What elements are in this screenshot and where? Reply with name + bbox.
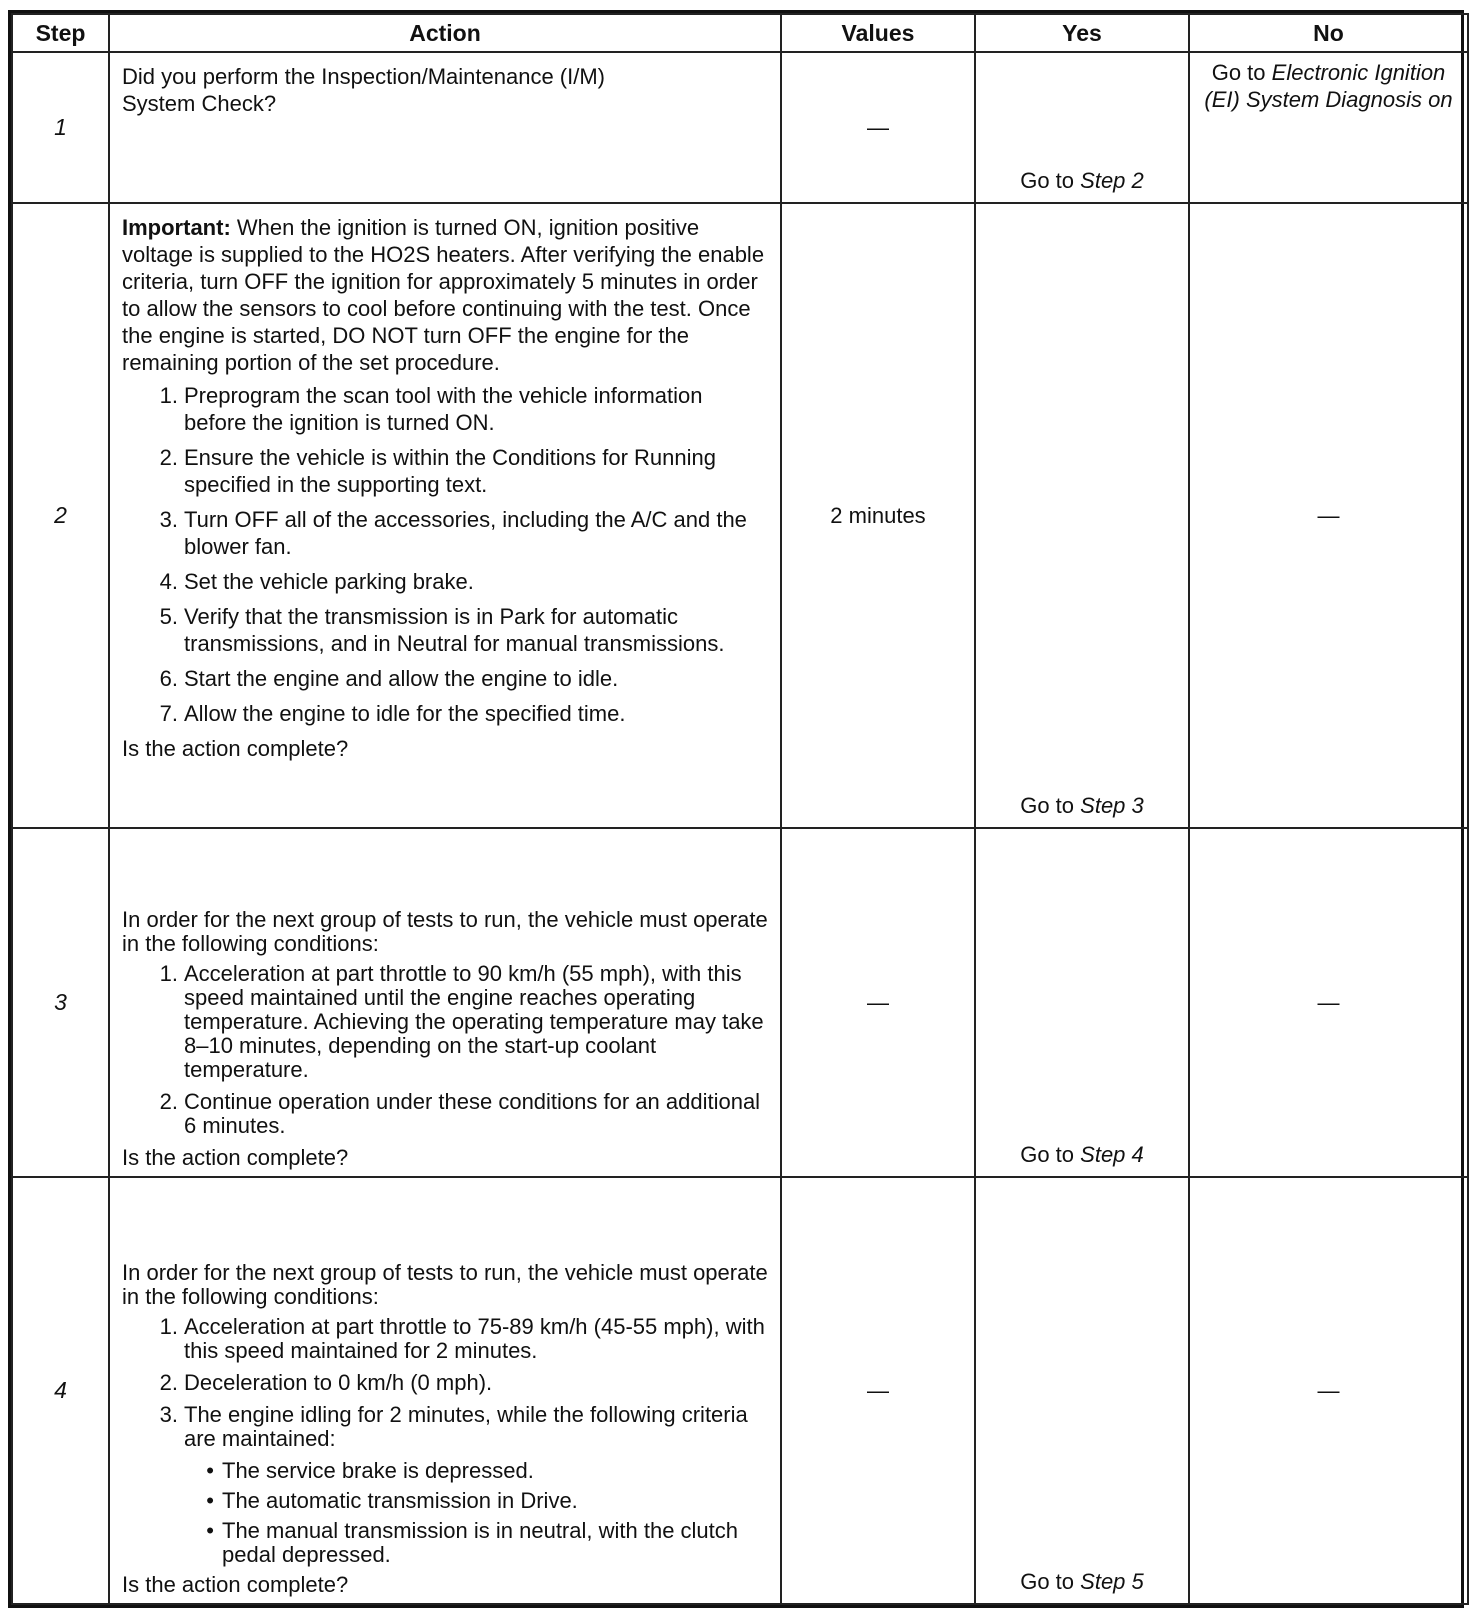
- header-values: Values: [781, 14, 975, 52]
- step-number: 1: [12, 52, 109, 203]
- list-item: 2. Continue operation under these conditions for an additional 6 minutes.: [159, 1089, 761, 1139]
- list-item: 6. Start the engine and allow the engine to idle.: [159, 666, 619, 692]
- action-cell: [109, 203, 781, 828]
- diagnostic-table-frame: [8, 10, 1464, 1608]
- yes-step-link[interactable]: Step 2: [1080, 168, 1144, 194]
- procedure-list: [122, 1315, 770, 1451]
- yes-prefix: Go to: [1020, 168, 1075, 194]
- header-yes: Yes: [975, 14, 1189, 52]
- values-cell: —: [781, 52, 975, 203]
- action-text: Did you perform the Inspection/Maintenance (I/M) System Check?: [122, 64, 606, 116]
- list-item: 3. The engine idling for 2 minutes, while the following criteria are maintained:: [159, 1402, 748, 1451]
- yes-step-link[interactable]: Step 4: [1080, 1142, 1144, 1168]
- action-question: Is the action complete?: [122, 1145, 349, 1171]
- list-item: 2. Ensure the vehicle is within the Conditions for Running specified in the supporting text.: [159, 445, 716, 498]
- table-row-step-1: [12, 52, 1468, 203]
- header-no: No: [1189, 14, 1468, 52]
- procedure-list: [122, 382, 770, 727]
- bullet-item: • The automatic transmission in Drive.: [206, 1488, 578, 1513]
- bullet-item: • The manual transmission is in neutral, with the clutch pedal depressed.: [206, 1518, 739, 1567]
- list-item: 5. Verify that the transmission is in Park for automatic transmissions, and in Neutral for manual transmissions.: [159, 604, 725, 657]
- no-cell: —: [1189, 828, 1468, 1177]
- action-question: Is the action complete?: [122, 1572, 349, 1597]
- action-cell: [109, 828, 781, 1177]
- list-item: 2. Deceleration to 0 km/h (0 mph).: [159, 1370, 493, 1395]
- step-number: 4: [12, 1177, 109, 1604]
- no-cell: [1189, 52, 1468, 203]
- list-item: 3. Turn OFF all of the accessories, including the A/C and the blower fan.: [159, 507, 747, 560]
- yes-cell: [975, 1177, 1189, 1604]
- list-item: 1. Acceleration at part throttle to 75-89 km/h (45-55 mph), with this speed maintained for 2 minutes.: [159, 1314, 765, 1363]
- important-note: [122, 214, 770, 376]
- header-action: Action: [109, 14, 781, 52]
- bullet-item: • The service brake is depressed.: [206, 1458, 534, 1483]
- yes-step-link[interactable]: Step 5: [1080, 1569, 1144, 1594]
- table-row-step-2: [12, 203, 1468, 828]
- table-row-step-3: [12, 828, 1468, 1177]
- action-intro: In order for the next group of tests to run, the vehicle must operate in the following conditions:: [122, 907, 768, 957]
- no-cell: —: [1189, 1177, 1468, 1604]
- list-item: 1. Acceleration at part throttle to 90 km/h (55 mph), with this speed maintained until the engine reaches operating temperature. Achieving the operating temperature may take 8–10 minutes, depending on the start-up coolant temperature.: [159, 961, 764, 1083]
- action-intro: In order for the next group of tests to run, the vehicle must operate in the following conditions:: [122, 1260, 768, 1309]
- table-row-step-4: [12, 1177, 1468, 1604]
- procedure-list: [122, 962, 770, 1138]
- header-step: Step: [12, 14, 109, 52]
- yes-prefix: Go to: [1020, 1142, 1075, 1168]
- step-number: 3: [12, 828, 109, 1177]
- criteria-bullet-list: [122, 1459, 770, 1567]
- list-item: 4. Set the vehicle parking brake.: [159, 569, 474, 595]
- important-text: When the ignition is turned ON, ignition positive voltage is supplied to the HO2S heaters. After verifying the enable criteria, turn OFF the ignition for approximately 5 minutes in order to allow the sensors to cool before continuing with the test. Once the engine is started, DO NOT turn OFF the engine for the remaining portion of the set procedure.: [122, 215, 765, 376]
- step-number: 2: [12, 203, 109, 828]
- values-cell: —: [781, 828, 975, 1177]
- action-question: Is the action complete?: [122, 736, 349, 762]
- yes-prefix: Go to: [1020, 1569, 1075, 1594]
- diagnostic-table: [11, 13, 1469, 1605]
- no-reference-link[interactable]: Electronic Ignition (EI) System Diagnosis on: [1204, 60, 1453, 112]
- list-item: 7. Allow the engine to idle for the specified time.: [159, 701, 626, 727]
- action-cell: [109, 1177, 781, 1604]
- values-cell: —: [781, 1177, 975, 1604]
- no-prefix: Go to: [1211, 60, 1266, 85]
- list-item: 1. Preprogram the scan tool with the vehicle information before the ignition is turned ON.: [159, 383, 703, 436]
- values-cell: 2 minutes: [781, 203, 975, 828]
- yes-prefix: Go to: [1020, 792, 1075, 818]
- yes-cell: [975, 52, 1189, 203]
- yes-cell: [975, 828, 1189, 1177]
- action-cell: [109, 52, 781, 203]
- table-header-row: [12, 14, 1468, 52]
- no-cell: —: [1189, 203, 1468, 828]
- yes-step-link[interactable]: Step 3: [1080, 792, 1144, 818]
- important-label: Important:: [122, 215, 231, 241]
- yes-cell: [975, 203, 1189, 828]
